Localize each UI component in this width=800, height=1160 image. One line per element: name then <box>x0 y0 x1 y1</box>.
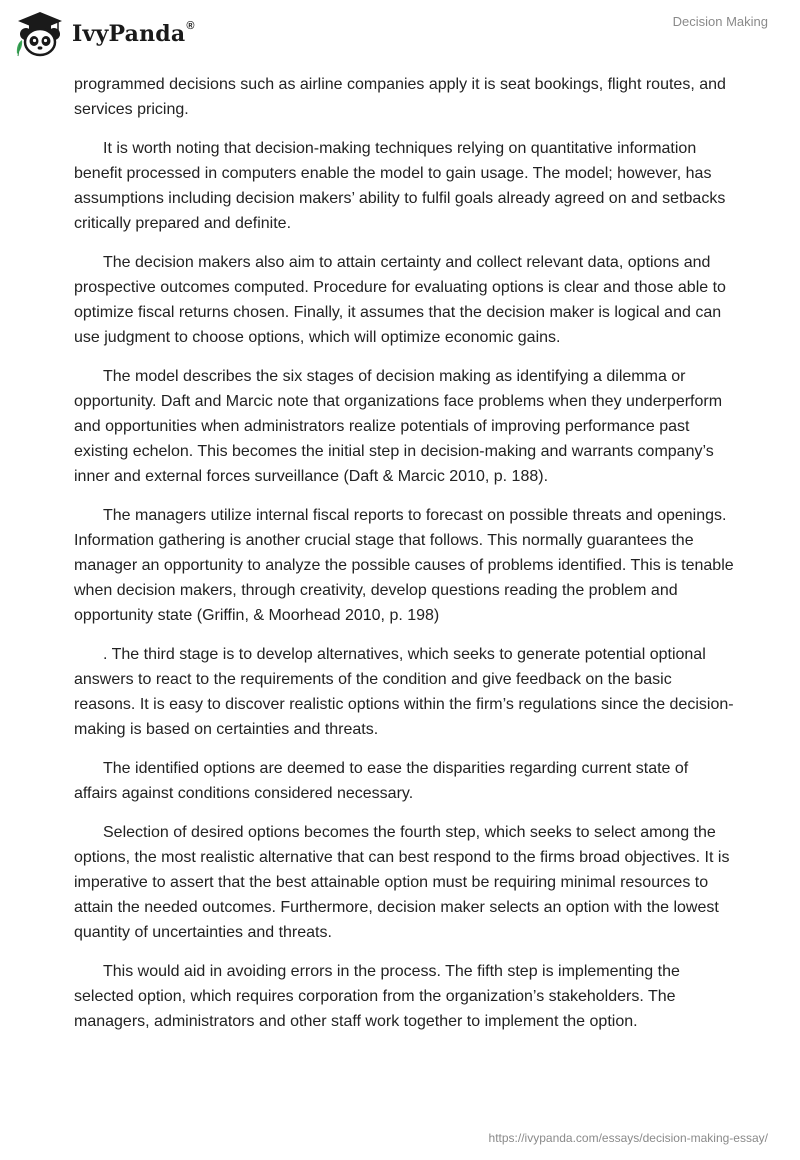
paragraph: The decision makers also aim to attain certainty and collect relevant data, options and prospective outcomes computed. Procedure for evaluating options is clear and those able to optimize fiscal returns chosen. Finally, it assumes that the decision maker is logical and can use judgment to choose options, which will optimize economic gains. <box>74 254 726 346</box>
paragraph: The managers utilize internal fiscal reports to forecast on possible threats and openings. Information gathering is another crucial stage that follows. This normally guarantees the manager an opportunity to analyze the possible causes of problems identified. This is tenable when decision makers, through creativity, develop questions reading the problem and opportunity state (Griffin, & Moorhead 2010, p. 198) <box>74 507 734 624</box>
registered-mark: ® <box>186 19 195 32</box>
logo[interactable] <box>14 10 195 58</box>
paragraph: . The third stage is to develop alternatives, which seeks to generate potential optional answers to react to the requirements of the condition and give feedback on the basic reasons. It is easy to discover realistic options within the firm’s regulations since the decision-making is based on certainties and threats. <box>74 646 734 738</box>
logo-name: IvyPanda <box>72 21 186 47</box>
source-url[interactable]: https://ivypanda.com/essays/decision-making-essay/ <box>488 1131 768 1145</box>
paragraph: programmed decisions such as airline companies apply it is seat bookings, flight routes, and services pricing. <box>74 76 726 118</box>
paragraph: It is worth noting that decision-making techniques relying on quantitative information benefit processed in computers enable the model to gain usage. The model; however, has assumptions including decision makers’ ability to fulfil goals already agreed on and setbacks critically prepared and definite. <box>74 140 726 232</box>
essay-body <box>74 72 734 1048</box>
paragraph: The identified options are deemed to ease the disparities regarding current state of affairs against conditions considered necessary. <box>74 760 689 802</box>
paragraph: The model describes the six stages of decision making as identifying a dilemma or opportunity. Daft and Marcic note that organizations face problems when they underperform and opportunities when administrators realize potentials of improving performance past existing echelon. This becomes the initial step in decision-making and warrants company’s inner and external forces surveillance (Daft & Marcic 2010, p. 188). <box>74 368 723 485</box>
document-title: Decision Making <box>672 14 768 29</box>
paragraph: This would aid in avoiding errors in the process. The fifth step is implementing the selected option, which requires corporation from the organization’s stakeholders. The managers, administrators and other staff work together to implement the option. <box>74 963 680 1030</box>
panda-graduate-icon <box>14 10 66 58</box>
page-header <box>0 0 800 70</box>
logo-text <box>72 21 195 47</box>
paragraph: Selection of desired options becomes the fourth step, which seeks to select among the options, the most realistic alternative that can best respond to the firms broad objectives. It is imperative to assert that the best attainable option must be requiring minimal resources to attain the needed outcomes. Furthermore, decision maker selects an option with the lowest quantity of uncertainties and threats. <box>74 824 730 941</box>
